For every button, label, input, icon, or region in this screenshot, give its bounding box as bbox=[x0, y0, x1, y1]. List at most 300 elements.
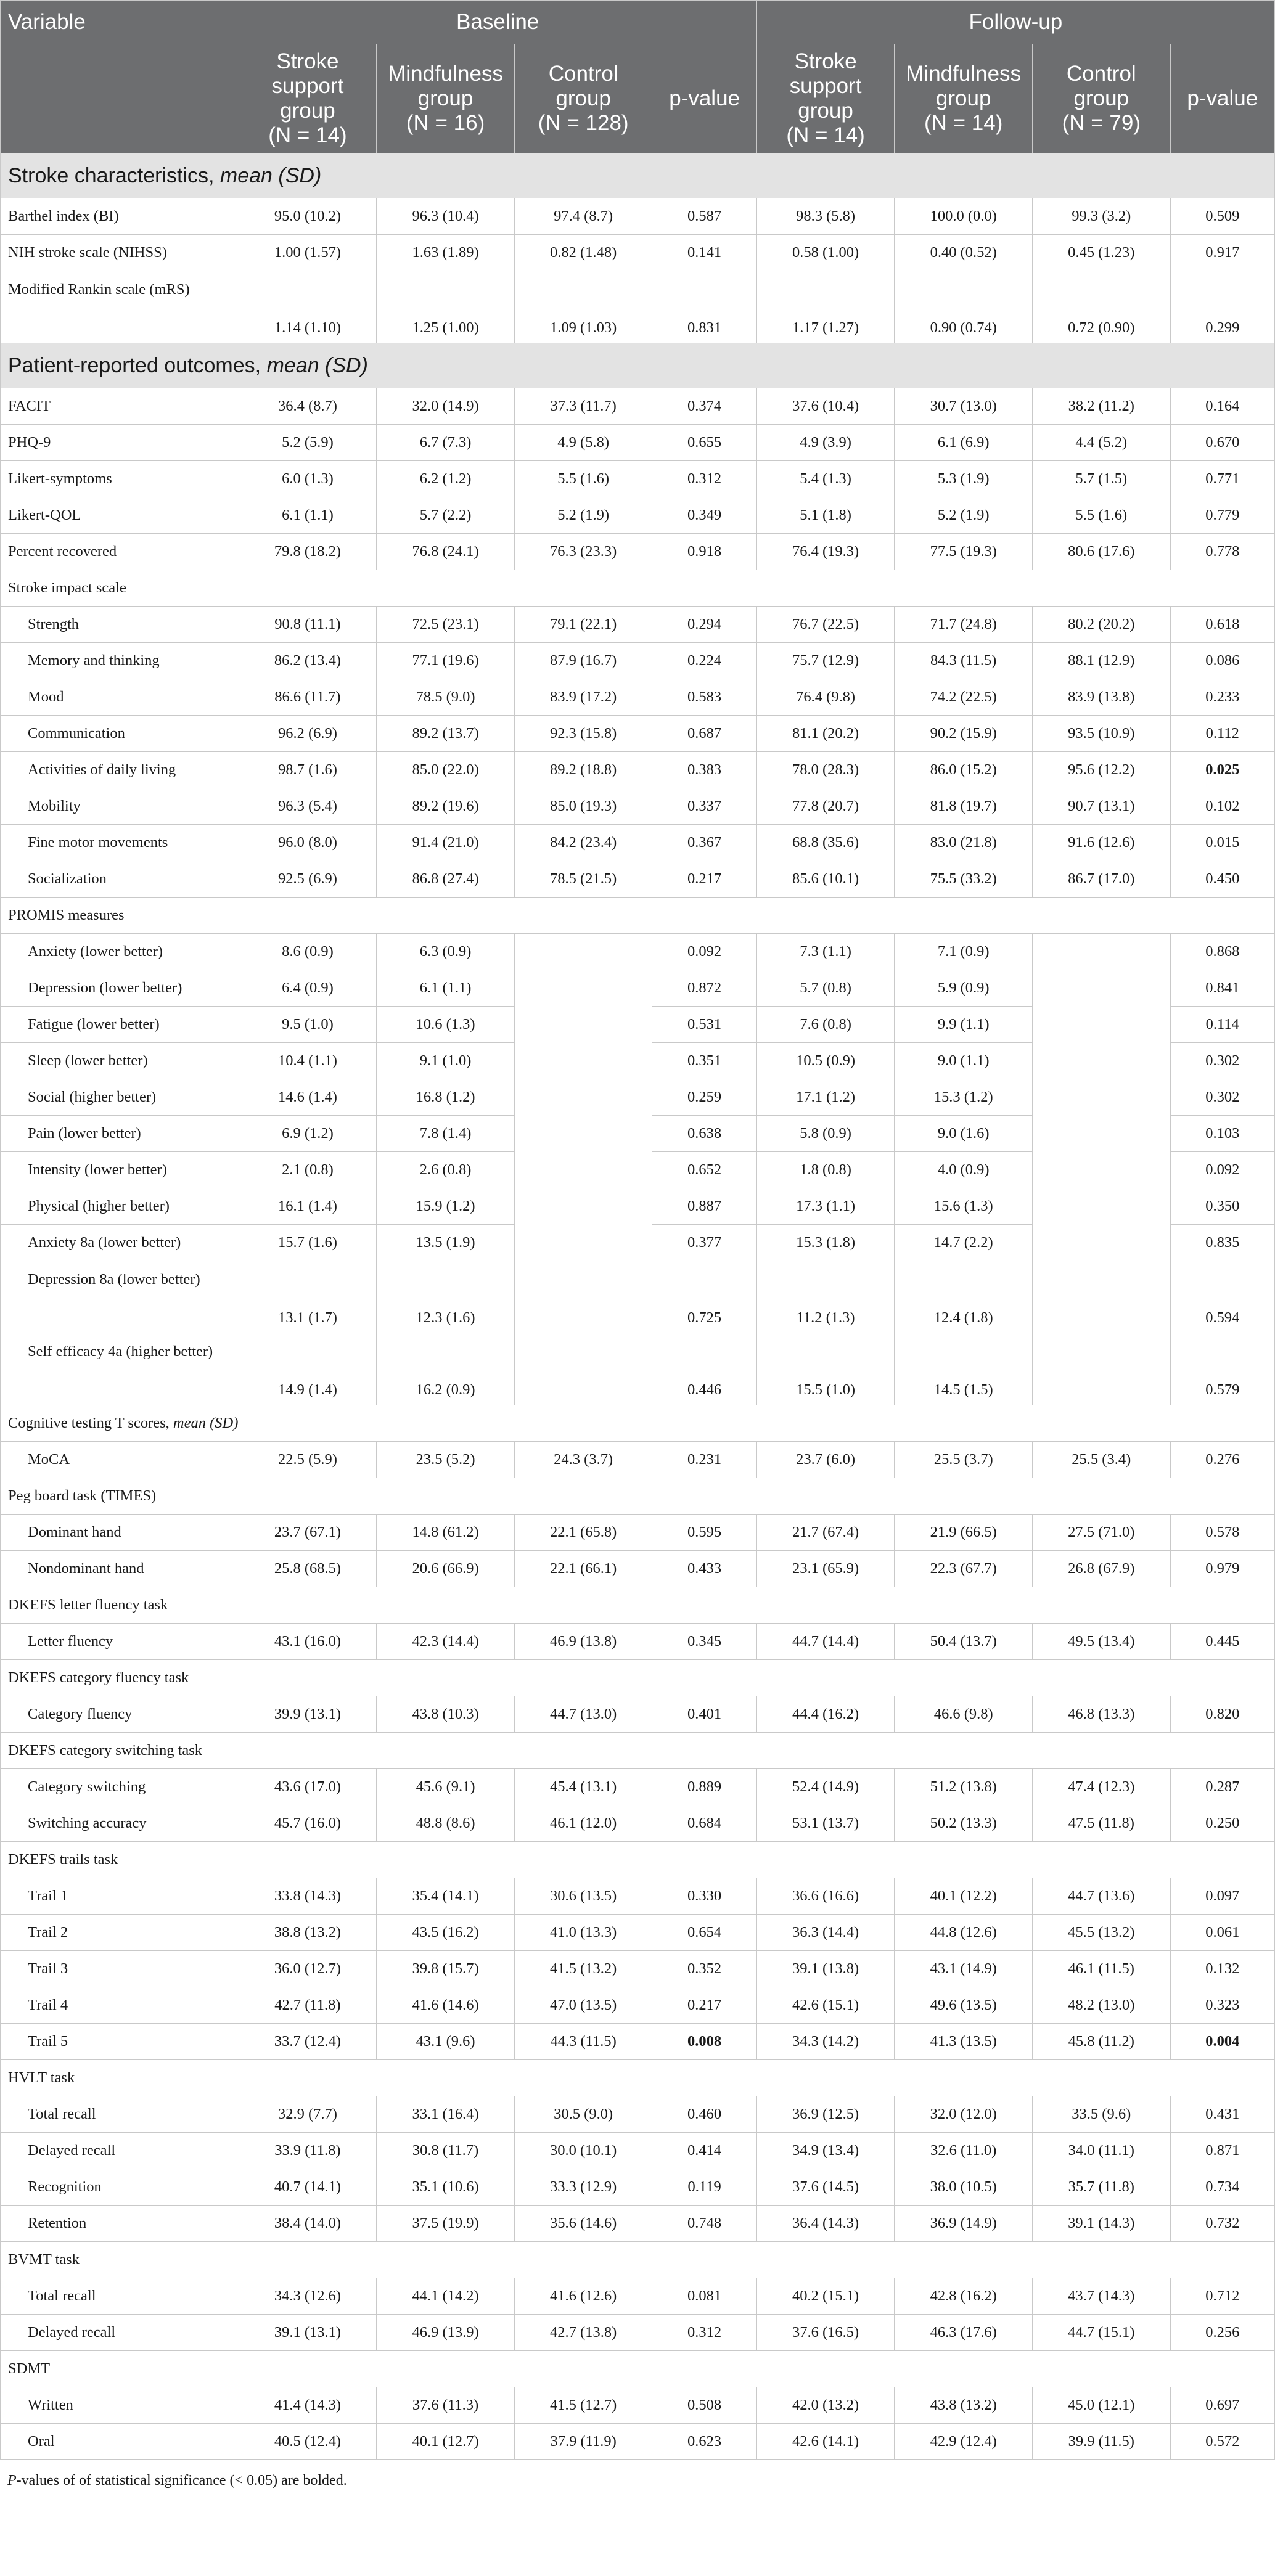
row-label: Nondominant hand bbox=[1, 1551, 239, 1587]
section-row bbox=[1, 153, 1275, 198]
table-cell: 26.8 (67.9) bbox=[1032, 1551, 1170, 1587]
table-cell: 0.748 bbox=[652, 2206, 756, 2242]
table-cell: 75.5 (33.2) bbox=[895, 861, 1033, 898]
subhead-row bbox=[1, 1733, 1275, 1769]
table-row bbox=[1, 2133, 1275, 2169]
table-cell: 0.092 bbox=[1170, 1152, 1274, 1188]
table-row bbox=[1, 1515, 1275, 1551]
row-label: Trail 2 bbox=[1, 1915, 239, 1951]
table-cell: 0.345 bbox=[652, 1624, 756, 1660]
table-cell: 0.509 bbox=[1170, 198, 1274, 235]
table-cell: 86.0 (15.2) bbox=[895, 752, 1033, 788]
table-cell: 32.6 (11.0) bbox=[895, 2133, 1033, 2169]
table-cell: 83.9 (17.2) bbox=[514, 679, 652, 716]
table-cell: 15.3 (1.2) bbox=[895, 1079, 1033, 1116]
table-cell: 96.2 (6.9) bbox=[239, 716, 377, 752]
table-cell: 80.6 (17.6) bbox=[1032, 534, 1170, 570]
table-row bbox=[1, 2278, 1275, 2315]
table-cell: 0.433 bbox=[652, 1551, 756, 1587]
table-cell: 42.3 (14.4) bbox=[377, 1624, 515, 1660]
table-cell: 0.779 bbox=[1170, 497, 1274, 534]
table-cell: 51.2 (13.8) bbox=[895, 1769, 1033, 1805]
table-cell: 77.1 (19.6) bbox=[377, 643, 515, 679]
table-cell: 0.831 bbox=[652, 271, 756, 343]
table-cell: 6.2 (1.2) bbox=[377, 461, 515, 497]
row-label: Trail 5 bbox=[1, 2024, 239, 2060]
table-cell: 43.1 (16.0) bbox=[239, 1624, 377, 1660]
table-cell: 90.7 (13.1) bbox=[1032, 788, 1170, 825]
table-cell: 30.7 (13.0) bbox=[895, 388, 1033, 425]
table-cell: 42.8 (16.2) bbox=[895, 2278, 1033, 2315]
table-cell: 47.0 (13.5) bbox=[514, 1987, 652, 2024]
row-label: Mobility bbox=[1, 788, 239, 825]
table-cell: 98.3 (5.8) bbox=[756, 198, 895, 235]
table-cell: 5.3 (1.9) bbox=[895, 461, 1033, 497]
table-cell: 33.5 (9.6) bbox=[1032, 2096, 1170, 2133]
row-label: Category switching bbox=[1, 1769, 239, 1805]
table-cell: 22.5 (5.9) bbox=[239, 1442, 377, 1478]
table-cell: 6.4 (0.9) bbox=[239, 970, 377, 1007]
table-cell: 10.4 (1.1) bbox=[239, 1043, 377, 1079]
table-cell: 87.9 (16.7) bbox=[514, 643, 652, 679]
table-cell: 0.45 (1.23) bbox=[1032, 235, 1170, 271]
table-cell: 85.0 (22.0) bbox=[377, 752, 515, 788]
table-cell: 25.8 (68.5) bbox=[239, 1551, 377, 1587]
row-label: Depression (lower better) bbox=[1, 970, 239, 1007]
table-cell: 0.889 bbox=[652, 1769, 756, 1805]
subhead-row bbox=[1, 1587, 1275, 1624]
table-cell: 0.583 bbox=[652, 679, 756, 716]
table-cell: 14.7 (2.2) bbox=[895, 1225, 1033, 1261]
table-cell: 21.7 (67.4) bbox=[756, 1515, 895, 1551]
table-cell: 0.820 bbox=[1170, 1696, 1274, 1733]
table-cell: 32.0 (12.0) bbox=[895, 2096, 1033, 2133]
table-cell: 0.377 bbox=[652, 1225, 756, 1261]
table-cell: 1.00 (1.57) bbox=[239, 235, 377, 271]
table-cell: 39.9 (13.1) bbox=[239, 1696, 377, 1733]
table-cell: 12.4 (1.8) bbox=[895, 1261, 1033, 1333]
table-cell: 5.4 (1.3) bbox=[756, 461, 895, 497]
table-cell: 0.337 bbox=[652, 788, 756, 825]
table-cell: 43.5 (16.2) bbox=[377, 1915, 515, 1951]
table-cell: 1.63 (1.89) bbox=[377, 235, 515, 271]
col-header: Stroke support group (N = 14) bbox=[239, 44, 377, 153]
table-cell: 6.1 (6.9) bbox=[895, 425, 1033, 461]
table-cell: 35.1 (10.6) bbox=[377, 2169, 515, 2206]
table-cell: 0.299 bbox=[1170, 271, 1274, 343]
table-row bbox=[1, 825, 1275, 861]
row-label: Pain (lower better) bbox=[1, 1116, 239, 1152]
table-cell: 30.8 (11.7) bbox=[377, 2133, 515, 2169]
table-cell: 44.7 (13.0) bbox=[514, 1696, 652, 1733]
table-cell: 36.4 (8.7) bbox=[239, 388, 377, 425]
footnote: P-values of of statistical significance (< 0.05) are bolded. bbox=[7, 2472, 347, 2488]
table-cell: 88.1 (12.9) bbox=[1032, 643, 1170, 679]
subhead-label: Peg board task (TIMES) bbox=[1, 1478, 1275, 1515]
table-row bbox=[1, 1624, 1275, 1660]
table-cell: 23.1 (65.9) bbox=[756, 1551, 895, 1587]
table-cell: 90.2 (15.9) bbox=[895, 716, 1033, 752]
table-cell: 0.217 bbox=[652, 1987, 756, 2024]
table-cell: 46.9 (13.9) bbox=[377, 2315, 515, 2351]
table-cell: 0.618 bbox=[1170, 607, 1274, 643]
table-cell: 23.7 (6.0) bbox=[756, 1442, 895, 1478]
table-cell: 42.6 (14.1) bbox=[756, 2424, 895, 2460]
table-cell: 20.6 (66.9) bbox=[377, 1551, 515, 1587]
table-cell: 16.8 (1.2) bbox=[377, 1079, 515, 1116]
table-cell: 4.9 (5.8) bbox=[514, 425, 652, 461]
table-cell: 4.4 (5.2) bbox=[1032, 425, 1170, 461]
table-row bbox=[1, 607, 1275, 643]
table-cell: 2.6 (0.8) bbox=[377, 1152, 515, 1188]
table-cell: 45.0 (12.1) bbox=[1032, 2387, 1170, 2424]
subhead-label: Stroke impact scale bbox=[1, 570, 1275, 607]
table-cell: 46.6 (9.8) bbox=[895, 1696, 1033, 1733]
table-cell: 39.8 (15.7) bbox=[377, 1951, 515, 1987]
table-cell: 5.5 (1.6) bbox=[514, 461, 652, 497]
table-cell: 77.5 (19.3) bbox=[895, 534, 1033, 570]
table-cell: 95.0 (10.2) bbox=[239, 198, 377, 235]
table-cell: 0.350 bbox=[1170, 1188, 1274, 1225]
table-cell: 91.6 (12.6) bbox=[1032, 825, 1170, 861]
table-cell: 46.8 (13.3) bbox=[1032, 1696, 1170, 1733]
subhead-row bbox=[1, 570, 1275, 607]
table-row bbox=[1, 1769, 1275, 1805]
table-cell: 34.0 (11.1) bbox=[1032, 2133, 1170, 2169]
table-cell: 0.531 bbox=[652, 1007, 756, 1043]
table-cell: 15.3 (1.8) bbox=[756, 1225, 895, 1261]
table-cell: 37.3 (11.7) bbox=[514, 388, 652, 425]
table-cell: 0.697 bbox=[1170, 2387, 1274, 2424]
table-cell: 46.3 (17.6) bbox=[895, 2315, 1033, 2351]
table-cell: 4.9 (3.9) bbox=[756, 425, 895, 461]
table-cell: 42.7 (11.8) bbox=[239, 1987, 377, 2024]
table-cell: 0.72 (0.90) bbox=[1032, 271, 1170, 343]
subhead-row bbox=[1, 2060, 1275, 2096]
table-cell: 0.312 bbox=[652, 461, 756, 497]
col-header: Control group (N = 128) bbox=[514, 44, 652, 153]
table-cell: 1.09 (1.03) bbox=[514, 271, 652, 343]
table-cell: 43.8 (10.3) bbox=[377, 1696, 515, 1733]
table-cell: 43.7 (14.3) bbox=[1032, 2278, 1170, 2315]
table-cell: 0.233 bbox=[1170, 679, 1274, 716]
table-cell: 0.103 bbox=[1170, 1116, 1274, 1152]
table-row bbox=[1, 2169, 1275, 2206]
table-cell: 0.383 bbox=[652, 752, 756, 788]
table-cell: 30.6 (13.5) bbox=[514, 1878, 652, 1915]
row-label: Fine motor movements bbox=[1, 825, 239, 861]
table-cell: 40.1 (12.2) bbox=[895, 1878, 1033, 1915]
table-cell: 16.2 (0.9) bbox=[377, 1333, 515, 1405]
table-row bbox=[1, 198, 1275, 235]
subhead-label: DKEFS category switching task bbox=[1, 1733, 1275, 1769]
table-cell: 4.0 (0.9) bbox=[895, 1152, 1033, 1188]
row-label: Barthel index (BI) bbox=[1, 198, 239, 235]
table-row bbox=[1, 752, 1275, 788]
table-cell: 49.6 (13.5) bbox=[895, 1987, 1033, 2024]
table-cell: 47.5 (11.8) bbox=[1032, 1805, 1170, 1842]
row-label: MoCA bbox=[1, 1442, 239, 1478]
row-label: Percent recovered bbox=[1, 534, 239, 570]
table-cell: 5.2 (1.9) bbox=[895, 497, 1033, 534]
table-cell: 71.7 (24.8) bbox=[895, 607, 1033, 643]
table-cell: 0.259 bbox=[652, 1079, 756, 1116]
table-cell: 90.8 (11.1) bbox=[239, 607, 377, 643]
table-cell: 89.2 (19.6) bbox=[377, 788, 515, 825]
table-cell: 76.8 (24.1) bbox=[377, 534, 515, 570]
table-row bbox=[1, 2206, 1275, 2242]
table-cell: 30.5 (9.0) bbox=[514, 2096, 652, 2133]
table-cell: 37.5 (19.9) bbox=[377, 2206, 515, 2242]
table-cell: 7.1 (0.9) bbox=[895, 934, 1033, 970]
table-cell: 0.445 bbox=[1170, 1624, 1274, 1660]
table-row bbox=[1, 643, 1275, 679]
row-label: Trail 3 bbox=[1, 1951, 239, 1987]
table-row bbox=[1, 2096, 1275, 2133]
table-cell: 14.5 (1.5) bbox=[895, 1333, 1033, 1405]
table-cell: 100.0 (0.0) bbox=[895, 198, 1033, 235]
table-cell: 15.7 (1.6) bbox=[239, 1225, 377, 1261]
table-row bbox=[1, 716, 1275, 752]
table-cell: 23.7 (67.1) bbox=[239, 1515, 377, 1551]
row-label: Dominant hand bbox=[1, 1515, 239, 1551]
row-label: Depression 8a (lower better) bbox=[1, 1261, 239, 1333]
table-cell: 33.1 (16.4) bbox=[377, 2096, 515, 2133]
row-label: Social (higher better) bbox=[1, 1079, 239, 1116]
table-cell: 22.1 (66.1) bbox=[514, 1551, 652, 1587]
col-header: Mindfulness group (N = 14) bbox=[895, 44, 1033, 153]
table-cell: 6.0 (1.3) bbox=[239, 461, 377, 497]
table-cell: 72.5 (23.1) bbox=[377, 607, 515, 643]
table-row bbox=[1, 1915, 1275, 1951]
row-label: Physical (higher better) bbox=[1, 1188, 239, 1225]
table-cell: 37.6 (10.4) bbox=[756, 388, 895, 425]
table-cell: 50.2 (13.3) bbox=[895, 1805, 1033, 1842]
row-label: Communication bbox=[1, 716, 239, 752]
table-cell: 0.349 bbox=[652, 497, 756, 534]
table-cell: 0.572 bbox=[1170, 2424, 1274, 2460]
row-label: Letter fluency bbox=[1, 1624, 239, 1660]
table-row bbox=[1, 2315, 1275, 2351]
table-cell: 42.6 (15.1) bbox=[756, 1987, 895, 2024]
table-cell: 45.6 (9.1) bbox=[377, 1769, 515, 1805]
table-cell: 78.0 (28.3) bbox=[756, 752, 895, 788]
followup-header: Follow-up bbox=[756, 1, 1274, 44]
table-cell: 34.9 (13.4) bbox=[756, 2133, 895, 2169]
table-cell: 5.7 (1.5) bbox=[1032, 461, 1170, 497]
table-cell: 43.8 (13.2) bbox=[895, 2387, 1033, 2424]
table-cell: 0.82 (1.48) bbox=[514, 235, 652, 271]
table-cell: 0.414 bbox=[652, 2133, 756, 2169]
table-cell: 96.3 (10.4) bbox=[377, 198, 515, 235]
table-cell: 0.224 bbox=[652, 643, 756, 679]
table-cell: 0.778 bbox=[1170, 534, 1274, 570]
table-cell: 24.3 (3.7) bbox=[514, 1442, 652, 1478]
table-cell: 40.5 (12.4) bbox=[239, 2424, 377, 2460]
subhead-label: PROMIS measures bbox=[1, 898, 1275, 934]
table-cell: 86.2 (13.4) bbox=[239, 643, 377, 679]
row-label: Memory and thinking bbox=[1, 643, 239, 679]
table-cell: 96.0 (8.0) bbox=[239, 825, 377, 861]
table-cell: 35.6 (14.6) bbox=[514, 2206, 652, 2242]
table-cell: 83.9 (13.8) bbox=[1032, 679, 1170, 716]
table-cell: 5.7 (0.8) bbox=[756, 970, 895, 1007]
section-title: Stroke characteristics, mean (SD) bbox=[1, 153, 1275, 198]
table-cell: 44.7 (14.4) bbox=[756, 1624, 895, 1660]
table-row bbox=[1, 679, 1275, 716]
table-cell: 5.2 (1.9) bbox=[514, 497, 652, 534]
table-cell: 8.6 (0.9) bbox=[239, 934, 377, 970]
table-cell: 0.655 bbox=[652, 425, 756, 461]
row-label: Anxiety 8a (lower better) bbox=[1, 1225, 239, 1261]
baseline-header: Baseline bbox=[239, 1, 756, 44]
table-cell: 86.6 (11.7) bbox=[239, 679, 377, 716]
table-cell: 39.1 (14.3) bbox=[1032, 2206, 1170, 2242]
row-label: Category fluency bbox=[1, 1696, 239, 1733]
table-cell: 7.3 (1.1) bbox=[756, 934, 895, 970]
table-cell: 0.725 bbox=[652, 1261, 756, 1333]
table-cell: 0.595 bbox=[652, 1515, 756, 1551]
table-cell: 41.6 (12.6) bbox=[514, 2278, 652, 2315]
table-cell: 0.374 bbox=[652, 388, 756, 425]
table-row bbox=[1, 788, 1275, 825]
table-cell: 0.256 bbox=[1170, 2315, 1274, 2351]
table-cell: 0.579 bbox=[1170, 1333, 1274, 1405]
table-cell: 21.9 (66.5) bbox=[895, 1515, 1033, 1551]
row-label: Likert-QOL bbox=[1, 497, 239, 534]
subhead-label: SDMT bbox=[1, 2351, 1275, 2387]
table-cell: 1.14 (1.10) bbox=[239, 271, 377, 343]
table-cell: 37.6 (16.5) bbox=[756, 2315, 895, 2351]
table-cell: 33.3 (12.9) bbox=[514, 2169, 652, 2206]
table-cell: 0.90 (0.74) bbox=[895, 271, 1033, 343]
table-cell: 44.7 (15.1) bbox=[1032, 2315, 1170, 2351]
table-cell: 32.0 (14.9) bbox=[377, 388, 515, 425]
subhead-label: DKEFS letter fluency task bbox=[1, 1587, 1275, 1624]
table-cell: 0.061 bbox=[1170, 1915, 1274, 1951]
table-cell: 0.025 bbox=[1170, 752, 1274, 788]
table-cell: 33.7 (12.4) bbox=[239, 2024, 377, 2060]
table-cell: 36.9 (12.5) bbox=[756, 2096, 895, 2133]
table-cell: 36.6 (16.6) bbox=[756, 1878, 895, 1915]
table-cell: 36.3 (14.4) bbox=[756, 1915, 895, 1951]
table-cell: 0.887 bbox=[652, 1188, 756, 1225]
table-cell: 42.0 (13.2) bbox=[756, 2387, 895, 2424]
row-label: Switching accuracy bbox=[1, 1805, 239, 1842]
table-cell: 43.6 (17.0) bbox=[239, 1769, 377, 1805]
col-header: p-value bbox=[652, 44, 756, 153]
table-cell: 25.5 (3.7) bbox=[895, 1442, 1033, 1478]
table-cell: 5.7 (2.2) bbox=[377, 497, 515, 534]
table-cell: 81.1 (20.2) bbox=[756, 716, 895, 752]
table-cell: 35.4 (14.1) bbox=[377, 1878, 515, 1915]
table-cell: 44.8 (12.6) bbox=[895, 1915, 1033, 1951]
table-cell: 91.4 (21.0) bbox=[377, 825, 515, 861]
table-cell: 0.841 bbox=[1170, 970, 1274, 1007]
row-label: Mood bbox=[1, 679, 239, 716]
table-cell: 76.7 (22.5) bbox=[756, 607, 895, 643]
table-cell: 0.623 bbox=[652, 2424, 756, 2460]
table-cell: 15.5 (1.0) bbox=[756, 1333, 895, 1405]
table-cell: 35.7 (11.8) bbox=[1032, 2169, 1170, 2206]
table-cell: 37.6 (11.3) bbox=[377, 2387, 515, 2424]
table-cell: 5.8 (0.9) bbox=[756, 1116, 895, 1152]
table-cell: 11.2 (1.3) bbox=[756, 1261, 895, 1333]
table-cell: 0.918 bbox=[652, 534, 756, 570]
table-cell: 13.1 (1.7) bbox=[239, 1261, 377, 1333]
table-cell: 43.1 (9.6) bbox=[377, 2024, 515, 2060]
row-label: Activities of daily living bbox=[1, 752, 239, 788]
table-cell: 46.9 (13.8) bbox=[514, 1624, 652, 1660]
table-cell: 0.401 bbox=[652, 1696, 756, 1733]
row-label: NIH stroke scale (NIHSS) bbox=[1, 235, 239, 271]
table-cell: 0.835 bbox=[1170, 1225, 1274, 1261]
table-cell: 0.164 bbox=[1170, 388, 1274, 425]
table-cell: 78.5 (9.0) bbox=[377, 679, 515, 716]
variable-header: Variable bbox=[1, 1, 239, 153]
row-label: Oral bbox=[1, 2424, 239, 2460]
table-cell: 16.1 (1.4) bbox=[239, 1188, 377, 1225]
table-cell: 0.217 bbox=[652, 861, 756, 898]
subhead-row bbox=[1, 1842, 1275, 1878]
table-cell: 0.086 bbox=[1170, 643, 1274, 679]
subhead-label: DKEFS category fluency task bbox=[1, 1660, 1275, 1696]
table-cell: 12.3 (1.6) bbox=[377, 1261, 515, 1333]
table-cell: 14.6 (1.4) bbox=[239, 1079, 377, 1116]
table-row bbox=[1, 1878, 1275, 1915]
row-label: Socialization bbox=[1, 861, 239, 898]
row-label: Total recall bbox=[1, 2278, 239, 2315]
table-cell: 0.302 bbox=[1170, 1079, 1274, 1116]
table-cell: 10.6 (1.3) bbox=[377, 1007, 515, 1043]
table-cell: 27.5 (71.0) bbox=[1032, 1515, 1170, 1551]
table-cell: 0.231 bbox=[652, 1442, 756, 1478]
table-cell: 81.8 (19.7) bbox=[895, 788, 1033, 825]
row-label: Recognition bbox=[1, 2169, 239, 2206]
col-header: p-value bbox=[1170, 44, 1274, 153]
table-cell: 46.1 (12.0) bbox=[514, 1805, 652, 1842]
table-cell: 0.40 (0.52) bbox=[895, 235, 1033, 271]
table-cell: 34.3 (14.2) bbox=[756, 2024, 895, 2060]
row-label: Delayed recall bbox=[1, 2133, 239, 2169]
table-cell: 0.871 bbox=[1170, 2133, 1274, 2169]
col-header: Mindfulness group (N = 16) bbox=[377, 44, 515, 153]
table-row bbox=[1, 2387, 1275, 2424]
table-cell: 41.5 (12.7) bbox=[514, 2387, 652, 2424]
subhead-row bbox=[1, 2242, 1275, 2278]
table-cell: 99.3 (3.2) bbox=[1032, 198, 1170, 235]
empty-control-cell bbox=[514, 934, 652, 1405]
table-cell: 0.687 bbox=[652, 716, 756, 752]
subhead-label: HVLT task bbox=[1, 2060, 1275, 2096]
table-row bbox=[1, 461, 1275, 497]
subhead-label: BVMT task bbox=[1, 2242, 1275, 2278]
table-cell: 5.2 (5.9) bbox=[239, 425, 377, 461]
table-cell: 84.3 (11.5) bbox=[895, 643, 1033, 679]
table-cell: 40.7 (14.1) bbox=[239, 2169, 377, 2206]
col-header: Control group (N = 79) bbox=[1032, 44, 1170, 153]
empty-control-cell bbox=[1032, 934, 1170, 1405]
table-cell: 0.460 bbox=[652, 2096, 756, 2133]
table-cell: 0.684 bbox=[652, 1805, 756, 1842]
table-cell: 96.3 (5.4) bbox=[239, 788, 377, 825]
row-label: Strength bbox=[1, 607, 239, 643]
table-cell: 0.097 bbox=[1170, 1878, 1274, 1915]
table-cell: 0.431 bbox=[1170, 2096, 1274, 2133]
table-cell: 39.1 (13.1) bbox=[239, 2315, 377, 2351]
row-label: Trail 4 bbox=[1, 1987, 239, 2024]
table-cell: 2.1 (0.8) bbox=[239, 1152, 377, 1188]
